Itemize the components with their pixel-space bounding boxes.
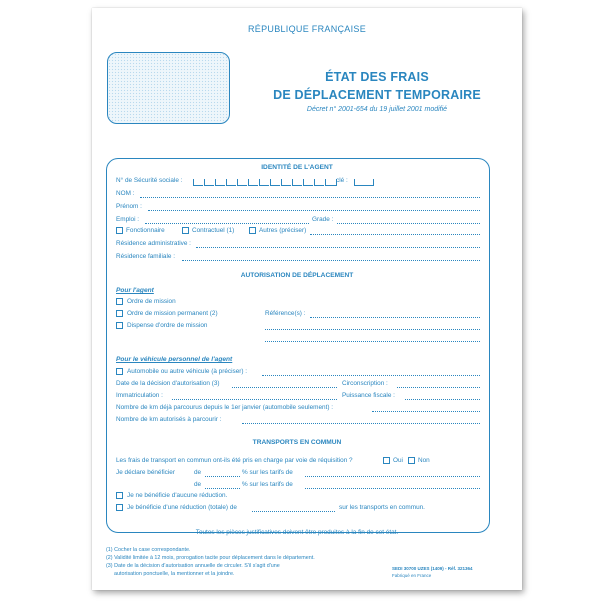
auto-field[interactable]	[262, 375, 480, 376]
references-label: Référence(s) :	[265, 310, 306, 317]
km-autorises-label: Nombre de km autorisés à parcourir :	[116, 416, 222, 423]
contractuel-label: Contractuel (1)	[192, 227, 235, 234]
fonctionnaire-label: Fonctionnaire	[126, 227, 165, 234]
ssn-label: N° de Sécurité sociale :	[116, 177, 183, 184]
puissance-field[interactable]	[405, 399, 480, 400]
ssn-digit-box	[314, 179, 324, 186]
decree-reference: Décret n° 2001-654 du 19 juillet 2001 modifié	[306, 106, 448, 113]
footnote-2: (2) Validité limitée à 12 mois, prorogation tacite pour déplacement dans le département.	[106, 555, 315, 561]
prenom-label: Prénom :	[116, 203, 142, 210]
reduction-percent-2[interactable]	[205, 488, 240, 489]
km-parcourus-field[interactable]	[372, 411, 480, 412]
auto-label: Automobile ou autre véhicule (à préciser) :	[127, 368, 248, 375]
ssn-digit-box	[237, 179, 247, 186]
date-decision-field[interactable]	[232, 387, 337, 388]
ssn-digit-box	[270, 179, 280, 186]
reduction-percent-1[interactable]	[205, 476, 240, 477]
emploi-field[interactable]	[145, 223, 309, 224]
footnote-3: (3) Date de la décision d'autorisation annuelle de circuler. S'il s'agit d'une	[106, 563, 280, 569]
ssn-digit-box	[226, 179, 236, 186]
date-decision-label: Date de la décision d'autorisation (3)	[116, 380, 220, 387]
ordre-permanent-label: Ordre de mission permanent (2)	[127, 310, 218, 317]
residence-admin-field[interactable]	[196, 247, 480, 248]
grade-label: Grade :	[312, 216, 334, 223]
references-field-3[interactable]	[265, 341, 480, 342]
residence-fam-label: Résidence familiale :	[116, 253, 175, 260]
supporting-documents-note: Toutes les pièces justificatives doivent être produites à la fin de cet état.	[195, 529, 399, 536]
identity-section-title: IDENTITÉ DE L'AGENT	[261, 164, 333, 171]
footnote-1: (1) Cocher la case correspondante.	[106, 547, 191, 553]
dispense-label: Dispense d'ordre de mission	[127, 322, 208, 329]
fonctionnaire-checkbox[interactable]	[116, 227, 123, 234]
reduction-totale-field[interactable]	[252, 511, 335, 512]
tarifs-label-1: % sur les tarifs de	[242, 469, 293, 476]
form-sheet	[92, 8, 522, 590]
made-in-france: Fabriqué en France	[392, 573, 432, 578]
ssn-digit-box	[248, 179, 258, 186]
auto-checkbox[interactable]	[116, 368, 123, 375]
reduction-totale-checkbox[interactable]	[116, 504, 123, 511]
circonscription-label: Circonscription :	[342, 380, 388, 387]
aucune-reduction-label: Je ne bénéficie d'aucune réduction.	[127, 492, 228, 499]
tarifs-label-2: % sur les tarifs de	[242, 481, 293, 488]
ordre-permanent-checkbox[interactable]	[116, 310, 123, 317]
prenom-field[interactable]	[148, 210, 480, 211]
publisher-reference: SEDI 30700 UZES (1409) - Réf. 321364	[392, 566, 473, 571]
dispense-checkbox[interactable]	[116, 322, 123, 329]
residence-admin-label: Résidence administrative :	[116, 240, 191, 247]
oui-label: Oui	[393, 457, 403, 464]
oui-checkbox[interactable]	[383, 457, 390, 464]
for-vehicle-heading: Pour le véhicule personnel de l'agent	[116, 356, 233, 363]
contractuel-checkbox[interactable]	[182, 227, 189, 234]
beneficier-label: Je déclare bénéficier	[116, 469, 175, 476]
circonscription-field[interactable]	[397, 387, 480, 388]
immatriculation-field[interactable]	[172, 399, 337, 400]
ssn-digit-box	[259, 179, 269, 186]
ordre-mission-checkbox[interactable]	[116, 298, 123, 305]
aucune-reduction-checkbox[interactable]	[116, 492, 123, 499]
key-field[interactable]	[354, 179, 374, 186]
autres-field[interactable]	[310, 234, 480, 235]
puissance-label: Puissance fiscale :	[342, 392, 395, 399]
de-label-2: de	[194, 481, 202, 488]
ordre-mission-label: Ordre de mission	[127, 298, 176, 305]
form-title-line1: ÉTAT DES FRAIS	[325, 70, 429, 84]
tarifs-field-2[interactable]	[305, 488, 480, 489]
km-parcourus-label: Nombre de km déjà parcourus depuis le 1er janvier (automobile seulement) :	[116, 404, 334, 411]
autres-label: Autres (préciser)	[259, 227, 307, 234]
requisition-question: Les frais de transport en commun ont-ils été pris en charge par voie de réquisition ?	[116, 457, 353, 464]
envelope-window	[107, 52, 230, 124]
references-field[interactable]	[310, 317, 480, 318]
de-label-1: de	[194, 469, 202, 476]
references-field-2[interactable]	[265, 329, 480, 330]
ssn-digit-box	[204, 179, 214, 186]
autres-checkbox[interactable]	[249, 227, 256, 234]
km-autorises-field[interactable]	[242, 423, 480, 424]
emploi-label: Emploi :	[116, 216, 140, 223]
ssn-digit-box	[303, 179, 313, 186]
key-label: clé :	[336, 177, 348, 184]
ssn-digit-box	[292, 179, 302, 186]
tarifs-field-1[interactable]	[305, 476, 480, 477]
nom-label: NOM :	[116, 190, 135, 197]
grade-field[interactable]	[337, 223, 480, 224]
transport-section-title: TRANSPORTS EN COMMUN	[252, 439, 342, 446]
transports-commun-label: sur les transports en commun.	[339, 504, 425, 511]
immatriculation-label: Immatriculation :	[116, 392, 163, 399]
form-title-line2: DE DÉPLACEMENT TEMPORAIRE	[273, 88, 481, 102]
non-label: Non	[418, 457, 430, 464]
ssn-digit-box	[215, 179, 225, 186]
footnote-3-cont: autorisation ponctuelle, la mentionner et la joindre.	[114, 571, 235, 577]
non-checkbox[interactable]	[408, 457, 415, 464]
nom-field[interactable]	[140, 197, 480, 198]
ssn-digit-box	[193, 179, 203, 186]
republic-header: RÉPUBLIQUE FRANÇAISE	[247, 24, 367, 34]
reduction-totale-label: Je bénéficie d'une réduction (totale) de	[127, 504, 237, 511]
residence-fam-field[interactable]	[182, 260, 480, 261]
ssn-digit-box	[281, 179, 291, 186]
for-agent-heading: Pour l'agent	[116, 287, 154, 294]
authorization-section-title: AUTORISATION DE DÉPLACEMENT	[240, 272, 354, 279]
